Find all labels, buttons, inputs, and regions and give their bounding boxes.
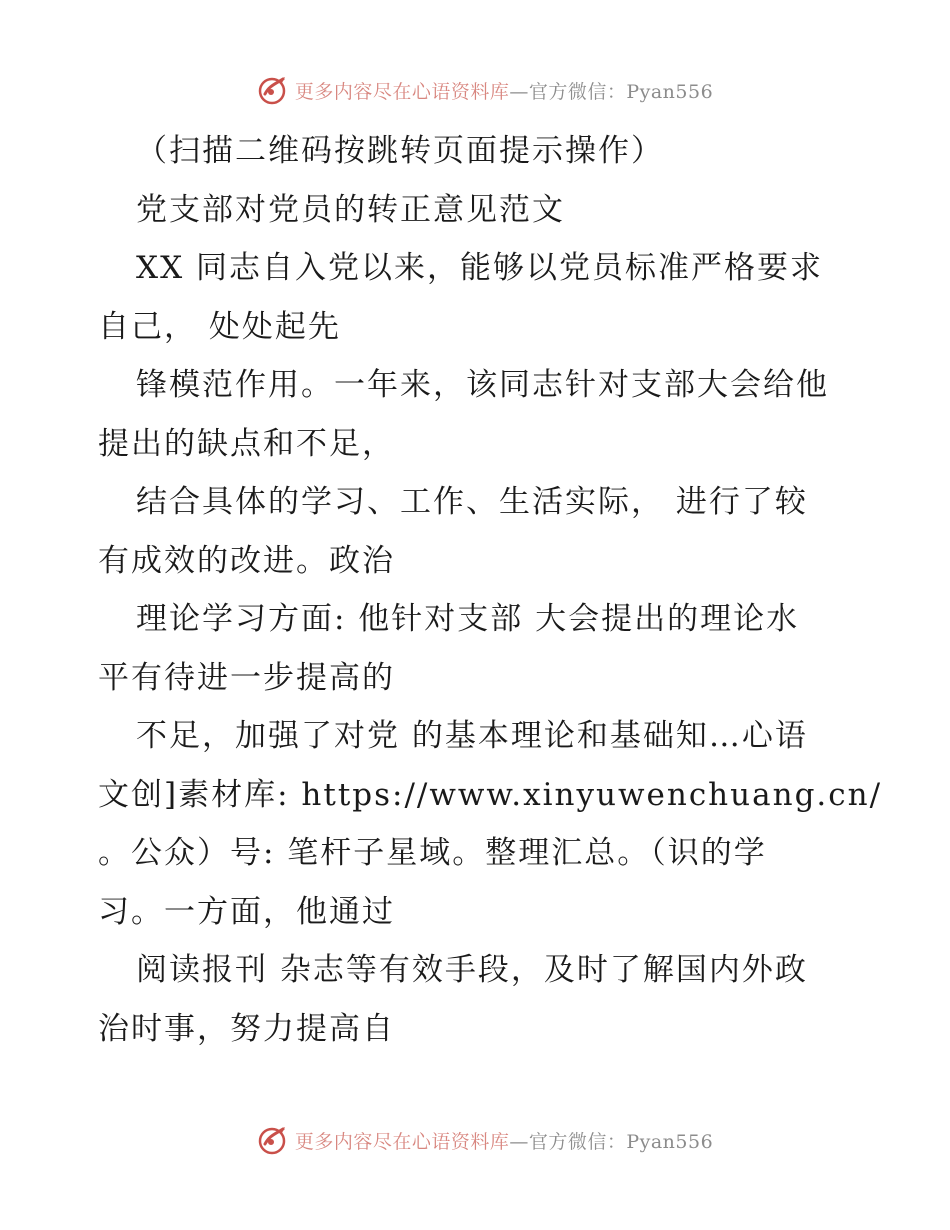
text-line: 自己， 处处起先: [98, 308, 341, 345]
watermark-text: 更多内容尽在心语资料库—官方微信：Pyan556: [294, 80, 714, 103]
text-line: 有成效的改进。政治: [98, 542, 395, 579]
text-line: 平有待进一步提高的: [98, 659, 395, 696]
document-title: 党支部对党员的转正意见范文: [136, 191, 565, 228]
watermark-text: 更多内容尽在心语资料库—官方微信：Pyan556: [294, 1130, 714, 1153]
pen-logo-icon: [257, 74, 289, 106]
text-line: 不足，加强了对党 的基本理论和基础知…心语: [136, 718, 808, 754]
document-body: [98, 122, 883, 1058]
footer-watermark: [0, 1120, 950, 1160]
watermark-inner: [257, 74, 713, 106]
text-line: 。公众）号: 笔杆子星域。整理汇总。（识的学: [98, 835, 767, 871]
text-line: XX 同志自入党以来，能够以党员标准严格要求: [136, 250, 823, 286]
text-line: （扫描二维码按跳转页面提示操作）: [136, 133, 664, 169]
text-line: 提出的缺点和不足，: [98, 425, 395, 462]
text-line: 治时事，努力提高自: [98, 1010, 395, 1047]
watermark-inner: [257, 1124, 713, 1156]
pen-logo-icon: [257, 1124, 289, 1156]
text-line: 习。一方面，他通过: [98, 893, 395, 930]
text-line: 结合具体的学习、工作、生活实际， 进行了较: [136, 484, 808, 520]
text-line: 锋模范作用。一年来，该同志针对支部大会给他: [136, 367, 829, 403]
text-line: 文创]素材库: https://www.xinyuwenchuang.cn/: [98, 776, 883, 813]
text-line: 阅读报刊 杂志等有效手段，及时了解国内外政: [136, 952, 808, 988]
text-line: 理论学习方面: 他针对支部 大会提出的理论水: [136, 601, 800, 637]
header-watermark: [0, 70, 950, 110]
